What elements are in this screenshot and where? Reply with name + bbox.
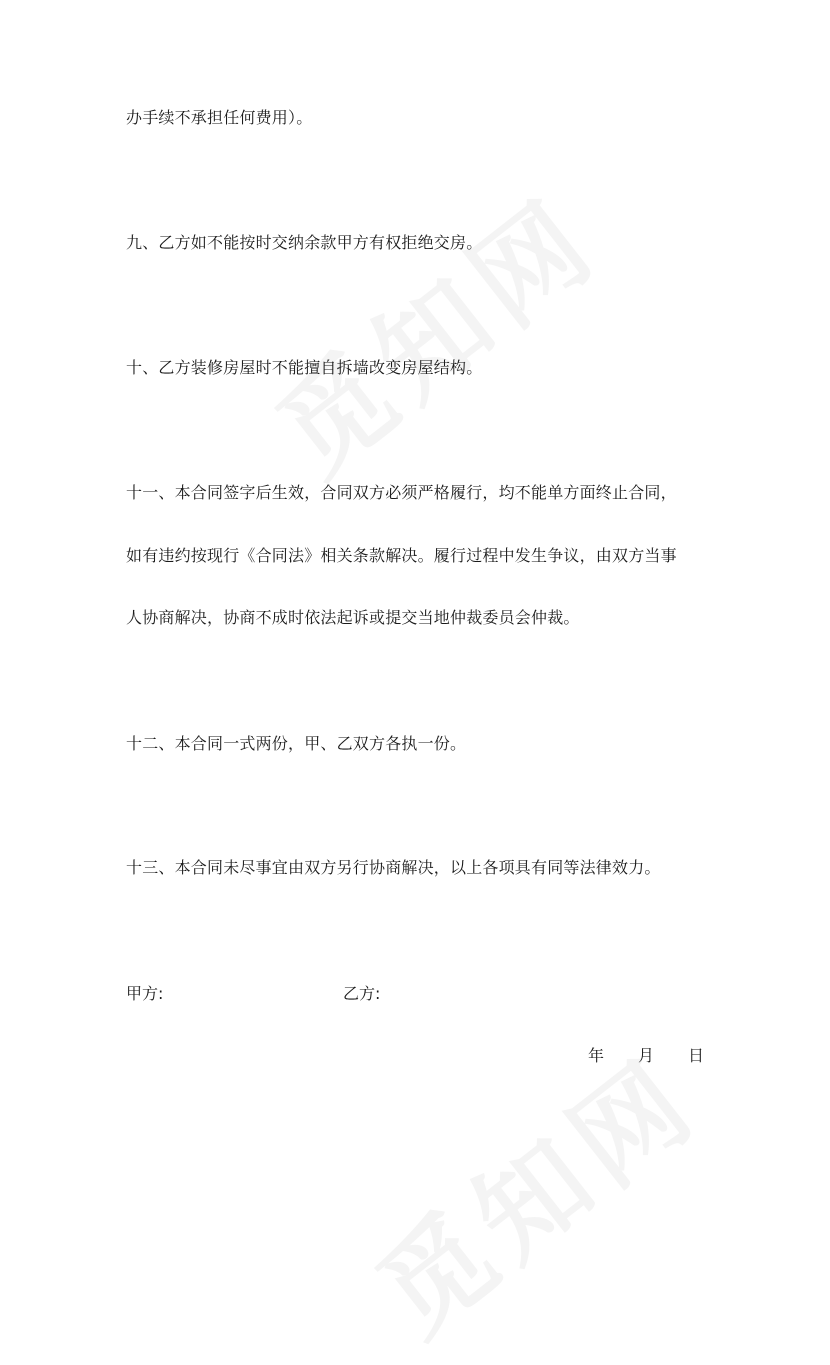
clause-ten: 十、乙方装修房屋时不能擅自拆墙改变房屋结构。	[126, 358, 483, 377]
paragraph-line: 办手续不承担任何费用）。	[126, 108, 313, 127]
watermark-bottom	[340, 1015, 726, 1365]
party-b-label: 乙方:	[343, 984, 381, 1003]
date-month-label: 月	[638, 1046, 655, 1065]
clause-eleven-line-1: 十一、本合同签字后生效，合同双方必须严格履行，均不能单方面终止合同，	[126, 483, 677, 502]
clause-twelve: 十二、本合同一式两份，甲、乙双方各执一份。	[126, 734, 467, 753]
party-a-label: 甲方:	[126, 984, 164, 1003]
date-day-label: 日	[688, 1046, 705, 1065]
clause-eleven-line-2: 如有违约按现行《合同法》相关条款解决。履行过程中发生争议，由双方当事	[126, 546, 677, 565]
clause-eleven-line-3: 人协商解决，协商不成时依法起诉或提交当地仲裁委员会仲裁。	[126, 608, 580, 627]
date-year-label: 年	[588, 1046, 605, 1065]
clause-thirteen: 十三、本合同未尽事宜由双方另行协商解决，以上各项具有同等法律效力。	[126, 858, 661, 877]
watermark	[240, 155, 626, 505]
clause-nine: 九、乙方如不能按时交纳余款甲方有权拒绝交房。	[126, 233, 483, 252]
